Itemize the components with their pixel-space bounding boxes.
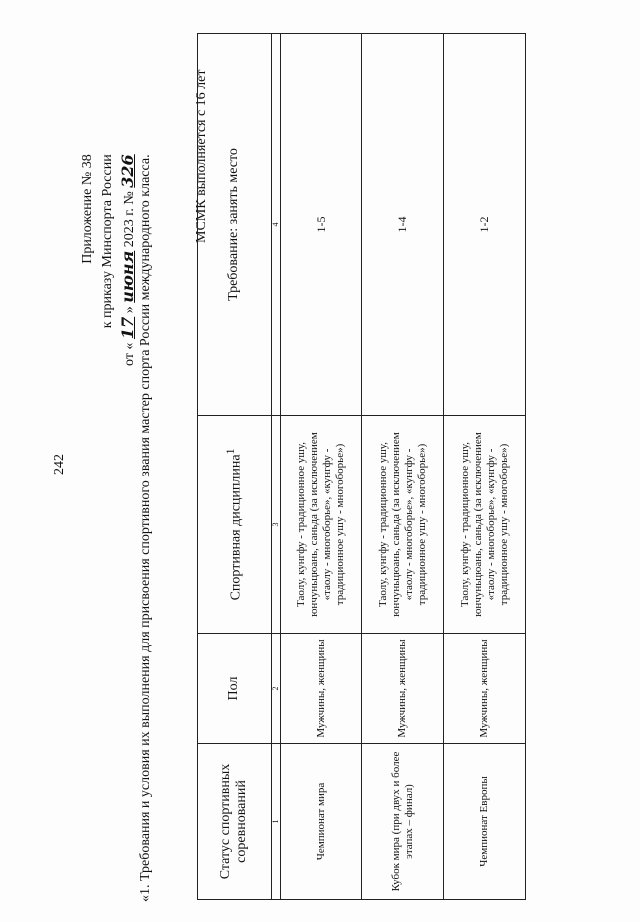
appendix-order-ref: к приказу Минспорта России bbox=[100, 154, 115, 329]
appendix-date-line bbox=[118, 154, 140, 366]
header-gender: Пол bbox=[198, 634, 272, 744]
cell-discipline: Таолу, кунгфу - традиционное ушу, юнчуньцюань, саньда (за исключением «таолу - многоборье», «кунгфу - традиционное ушу - многоборье») bbox=[362, 416, 444, 634]
cell-discipline: Таолу, кунгфу - традиционное ушу, юнчуньцюань, саньда (за исключением «таолу - многоборье», «кунгфу - традиционное ушу - многоборье») bbox=[280, 416, 362, 634]
cell-place: 1-2 bbox=[444, 34, 526, 416]
cell-place: 1-5 bbox=[280, 34, 362, 416]
column-number-row bbox=[271, 34, 280, 900]
header-discipline-text: Спортивная дисциплина bbox=[229, 454, 245, 601]
cell-place: 1-4 bbox=[362, 34, 444, 416]
table-row bbox=[280, 34, 362, 900]
date-month: июня bbox=[118, 250, 137, 303]
appendix-title: Приложение № 38 bbox=[80, 154, 95, 264]
cell-status: Кубок мира (при двух и более этапах – финал) bbox=[362, 744, 444, 900]
page-number: 242 bbox=[52, 454, 67, 475]
section-title: «1. Требования и условия их выполнения для присвоения спортивного звания мастер спорта России международного класса. bbox=[138, 154, 153, 902]
table-header-row bbox=[198, 34, 272, 900]
cell-gender: Мужчины, женщины bbox=[444, 634, 526, 744]
footnote-mark: 1 bbox=[224, 448, 238, 455]
date-prefix: от « bbox=[122, 342, 137, 366]
table-row bbox=[444, 34, 526, 900]
table-row bbox=[362, 34, 444, 900]
header-place: Требование: занять место bbox=[198, 34, 272, 416]
column-number: 2 bbox=[271, 634, 280, 744]
date-mid: » bbox=[122, 306, 137, 314]
cell-status: Чемпионат Европы bbox=[444, 744, 526, 900]
cell-discipline: Таолу, кунгфу - традиционное ушу, юнчуньцюань, саньда (за исключением «таолу - многоборье», «кунгфу - традиционное ушу - многоборье») bbox=[444, 416, 526, 634]
cell-gender: Мужчины, женщины bbox=[362, 634, 444, 744]
order-number: 326 bbox=[118, 154, 137, 188]
requirements-table bbox=[197, 33, 526, 900]
cell-gender: Мужчины, женщины bbox=[280, 634, 362, 744]
age-note: МСМК выполняется с 16 лет bbox=[194, 69, 209, 243]
requirements-table-wrapper bbox=[197, 34, 526, 900]
cell-status: Чемпионат мира bbox=[280, 744, 362, 900]
header-status: Статус спортивных соревнований bbox=[198, 744, 272, 900]
header-discipline bbox=[198, 416, 272, 634]
column-number: 3 bbox=[271, 416, 280, 634]
column-number: 4 bbox=[271, 34, 280, 416]
appendix-header bbox=[78, 154, 140, 366]
date-year: 2023 г. № bbox=[122, 191, 137, 248]
column-number: 1 bbox=[271, 744, 280, 900]
date-day: 17 bbox=[118, 316, 137, 340]
